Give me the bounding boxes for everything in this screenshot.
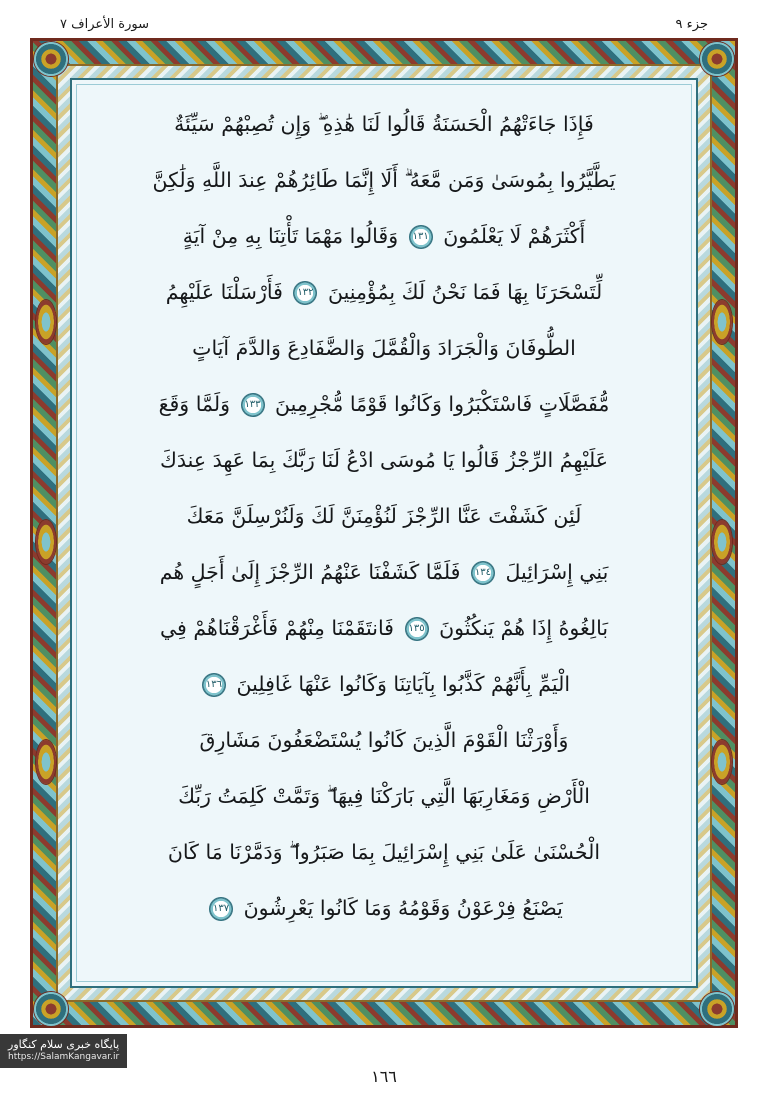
- verse-marker-134: ١٣٤: [472, 562, 494, 584]
- page-number: ١٦٦: [371, 1067, 397, 1086]
- watermark-title: پایگاه خبری سلام کنگاور: [8, 1038, 120, 1051]
- quran-line-text: وَلَمَّا وَقَعَ: [158, 392, 230, 416]
- side-medallion-right-3-icon: [712, 740, 732, 784]
- quran-text-block: [84, 92, 684, 972]
- quran-line: الْحُسْنَىٰ عَلَىٰ بَنِي إِسْرَائِيلَ بِمَا صَبَرُوا ۖ وَدَمَّرْنَا مَا كَانَ: [167, 840, 601, 864]
- corner-rosette-top-left-icon: [34, 42, 68, 76]
- quran-line: عَلَيْهِمُ الرِّجْزُ قَالُوا يَا مُوسَى ادْعُ لَنَا رَبَّكَ بِمَا عَهِدَ عِندَكَ: [160, 448, 608, 472]
- quran-line: الْأَرْضِ وَمَغَارِبَهَا الَّتِي بَارَكْنَا فِيهَا ۖ وَتَمَّتْ كَلِمَتُ رَبِّكَ: [178, 784, 590, 808]
- watermark-url: https://SalamKangavar.ir: [8, 1051, 120, 1062]
- side-medallion-left-3-icon: [36, 740, 56, 784]
- surah-title: سورة الأعراف ٧: [60, 16, 149, 32]
- corner-rosette-top-right-icon: [700, 42, 734, 76]
- quran-line-text: بَالِغُوهُ إِذَا هُمْ يَنكُثُونَ: [439, 616, 609, 640]
- quran-line-text: فَأَرْسَلْنَا عَلَيْهِمُ: [165, 280, 283, 304]
- quran-line: الطُّوفَانَ وَالْجَرَادَ وَالْقُمَّلَ وَالضَّفَادِعَ وَالدَّمَ آيَاتٍ: [192, 336, 576, 360]
- quran-line-text: مُّفَصَّلَاتٍ فَاسْتَكْبَرُوا وَكَانُوا قَوْمًا مُّجْرِمِينَ: [275, 392, 610, 416]
- quran-line-text: لِّتَسْحَرَنَا بِهَا فَمَا نَحْنُ لَكَ بِمُؤْمِنِينَ: [327, 280, 603, 304]
- quran-line-text: فَانتَقَمْنَا مِنْهُمْ فَأَغْرَقْنَاهُمْ فِي: [159, 616, 394, 640]
- quran-line: [90, 376, 678, 432]
- quran-line-text: أَكْثَرَهُمْ لَا يَعْلَمُونَ: [443, 224, 586, 248]
- quran-line: [90, 544, 678, 600]
- quran-line: فَإِذَا جَاءَتْهُمُ الْحَسَنَةُ قَالُوا لَنَا هَٰذِهِ ۖ وَإِن تُصِبْهُمْ سَيِّئَةٌ: [174, 112, 594, 136]
- quran-line: [90, 656, 678, 712]
- quran-line-text: يَصْنَعُ فِرْعَوْنُ وَقَوْمُهُ وَمَا كَانُوا يَعْرِشُونَ: [243, 896, 563, 920]
- verse-marker-136: ١٣٦: [203, 674, 225, 696]
- verse-marker-133: ١٣٣: [242, 394, 264, 416]
- quran-line-text: فَلَمَّا كَشَفْنَا عَنْهُمُ الرِّجْزَ إِلَىٰ أَجَلٍ هُم: [159, 560, 461, 584]
- verse-marker-131: ١٣١: [410, 226, 432, 248]
- verse-marker-132: ١٣٢: [294, 282, 316, 304]
- side-medallion-right-1-icon: [712, 300, 732, 344]
- side-medallion-right-2-icon: [712, 520, 732, 564]
- verse-marker-135: ١٣٥: [406, 618, 428, 640]
- quran-line-text: وَقَالُوا مَهْمَا تَأْتِنَا بِهِ مِنْ آيَةٍ: [182, 224, 399, 248]
- quran-line: لَئِن كَشَفْتَ عَنَّا الرِّجْزَ لَنُؤْمِنَنَّ لَكَ وَلَنُرْسِلَنَّ مَعَكَ: [186, 504, 582, 528]
- quran-line: [90, 600, 678, 656]
- juz-label: جزء ٩: [675, 16, 708, 32]
- quran-line-text: الْيَمِّ بِأَنَّهُمْ كَذَّبُوا بِآيَاتِنَا وَكَانُوا عَنْهَا غَافِلِينَ: [236, 672, 571, 696]
- page-header: [60, 10, 708, 38]
- watermark: [0, 1034, 127, 1068]
- verse-marker-137: ١٣٧: [210, 898, 232, 920]
- quran-line: يَطَّيَّرُوا بِمُوسَىٰ وَمَن مَّعَهُ ۗ أَلَا إِنَّمَا طَائِرُهُمْ عِندَ اللَّهِ وَلَٰكِنَّ: [152, 168, 616, 192]
- side-medallion-left-1-icon: [36, 300, 56, 344]
- quran-line-text: بَنِي إِسْرَائِيلَ: [505, 560, 609, 584]
- quran-line: [90, 208, 678, 264]
- quran-line: [90, 264, 678, 320]
- quran-line: [90, 880, 678, 936]
- side-medallion-left-2-icon: [36, 520, 56, 564]
- corner-rosette-bottom-left-icon: [34, 992, 68, 1026]
- quran-line: وَأَوْرَثْنَا الْقَوْمَ الَّذِينَ كَانُوا يُسْتَضْعَفُونَ مَشَارِقَ: [199, 728, 569, 752]
- corner-rosette-bottom-right-icon: [700, 992, 734, 1026]
